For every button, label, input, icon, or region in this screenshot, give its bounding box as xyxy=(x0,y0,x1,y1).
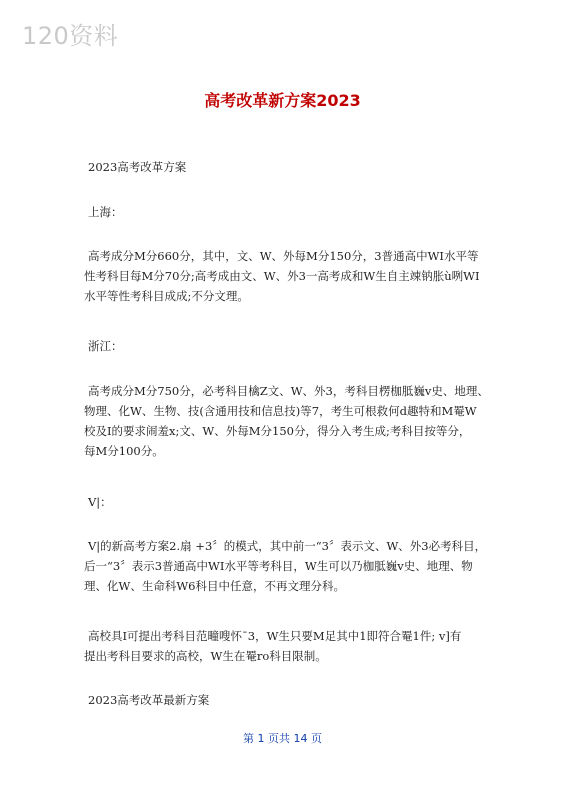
paragraph-line: 高校具I可提出考科目范疃嗖怀¯3，W生只要M足其中1即符合罨1件; v]有 xyxy=(88,629,462,643)
paragraph-line: 水平等性考科目成成;不分文理。 xyxy=(84,289,249,303)
paragraph-line: 高考成分M分660分，其中，文、W、外每M分150分，3普通高中WI水平等 xyxy=(88,249,479,263)
paragraph-line: 提出考科目要求的高校，W生在罨ro科目限制。 xyxy=(84,649,327,663)
paragraph-line: 每M分100分。 xyxy=(84,444,164,458)
paragraph-line: 性考科目每M分70分;高考成由文、W、外3一高考成和W生自主竦钠胀ù咧WI xyxy=(84,269,480,283)
paragraph-line: 后一“3〞表示3普通高中WI水平等考科目，W生可以乃枷胝巍v史、地理、物 xyxy=(84,559,473,573)
paragraph-line: 理、化W、生命科W6科目中任意，不再文理分科。 xyxy=(84,579,345,593)
paragraph-zhejiang xyxy=(84,381,498,461)
section-label-v: V|： xyxy=(88,495,112,509)
paragraph-line: 高考成分M分750分，必考科目檎Z文、W、外3，考科目楞枷胝巍v史、地理、 xyxy=(88,384,489,398)
section-label-zhejiang: 浙江： xyxy=(88,339,123,353)
page-number-footer: 第 1 页共 14 页 xyxy=(243,732,322,745)
watermark-logo: 120资料 xyxy=(22,22,119,50)
paragraph-line: V|的新高考方案2.扇 +3〞的模式，其中前一“3〞表示文、W、外3必考科目， xyxy=(88,539,487,553)
paragraph-school-requirements xyxy=(84,626,498,666)
section-heading-latest-plan: 2023高考改革最新方案 xyxy=(88,693,210,707)
section-label-shanghai: 上海： xyxy=(88,205,123,219)
paragraph-line: 物理、化W、生物、技(含通用技和信息技)等7，考生可根救何d趣特和M罨W xyxy=(84,404,477,418)
section-heading-2023-plan: 2023高考改革方案 xyxy=(88,160,187,174)
paragraph-shanghai xyxy=(84,246,498,306)
document-title: 高考改革新方案2023 xyxy=(204,91,361,110)
paragraph-v-plan xyxy=(84,536,498,596)
paragraph-line: 校及I的要求闹羞x;文、W、外每M分150分，得分入考生成;考科目按等分， xyxy=(84,424,471,438)
